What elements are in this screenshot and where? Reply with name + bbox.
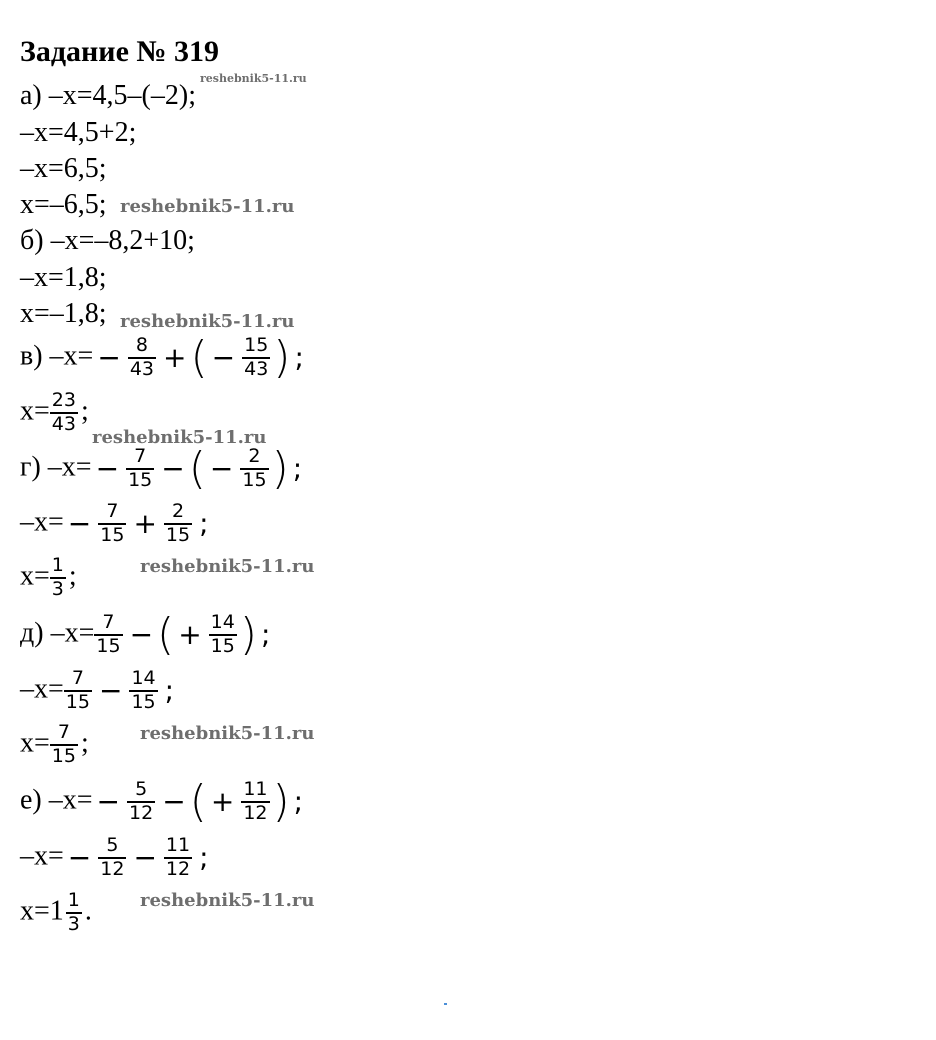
- minus-sign: −: [95, 452, 120, 486]
- left-paren: (: [189, 775, 207, 827]
- semicolon: ;: [68, 560, 77, 592]
- fraction-numerator: 1: [67, 889, 80, 911]
- fraction-numerator: 7: [134, 445, 147, 467]
- fraction-numerator: 15: [244, 334, 269, 356]
- minus-sign: −: [98, 674, 123, 708]
- watermark: reshebnik5-11.ru: [140, 723, 315, 744]
- fraction-numerator: 8: [135, 334, 148, 356]
- fraction-numerator: 14: [131, 667, 156, 689]
- plus-sign: +: [163, 341, 187, 375]
- line-prefix: x=: [20, 727, 50, 759]
- fraction-denominator: 43: [129, 357, 154, 380]
- plus-sign: +: [210, 785, 235, 819]
- fraction-denominator: 43: [244, 357, 269, 380]
- line-prefix: в) –x=: [20, 340, 94, 372]
- fraction: [126, 446, 154, 492]
- line-prefix: –x=: [20, 673, 64, 705]
- minus-sign: −: [161, 452, 185, 486]
- fraction: [50, 390, 78, 436]
- solution-line: –x=1,8;: [20, 262, 107, 293]
- minus-sign: −: [97, 341, 121, 375]
- fraction-denominator: 12: [243, 801, 268, 824]
- fraction-numerator: 11: [165, 834, 191, 856]
- fraction-numerator: 2: [248, 445, 261, 467]
- fraction: [128, 335, 156, 381]
- solution-line: x=–1,8;: [20, 298, 107, 329]
- line-prefix: –x=: [20, 840, 64, 872]
- watermark: reshebnik5-11.ru: [140, 890, 315, 911]
- fraction: [64, 668, 92, 714]
- line-prefix: г) –x=: [20, 451, 92, 483]
- solution-line: [20, 835, 213, 881]
- line-prefix: е) –x=: [20, 784, 93, 816]
- minus-sign: −: [96, 785, 121, 819]
- fraction-numerator: 7: [57, 721, 70, 743]
- watermark: reshebnik5-11.ru: [200, 72, 307, 85]
- task-title: Задание № 319: [20, 35, 220, 68]
- solution-line: [20, 775, 307, 827]
- fraction-denominator: 15: [128, 468, 153, 491]
- solution-line: x=–6,5;: [20, 189, 107, 220]
- fraction-denominator: 15: [96, 634, 121, 657]
- right-paren: ): [272, 775, 290, 827]
- line-prefix: x=1: [20, 895, 64, 927]
- plus-sign: +: [178, 618, 202, 652]
- fraction-denominator: 15: [210, 634, 235, 657]
- minus-sign: −: [162, 785, 186, 819]
- solution-line: [20, 890, 92, 936]
- left-paren: (: [157, 608, 175, 660]
- solution-line: [20, 668, 178, 714]
- right-paren: ): [271, 442, 289, 494]
- fraction-numerator: 7: [71, 667, 84, 689]
- fraction-denominator: 15: [100, 523, 125, 546]
- semicolon: ;: [261, 618, 271, 652]
- solution-line: [20, 390, 89, 436]
- left-paren: (: [188, 442, 206, 494]
- minus-sign: −: [129, 618, 154, 652]
- semicolon: ;: [199, 507, 209, 541]
- fraction-denominator: 12: [100, 857, 125, 880]
- semicolon: ;: [199, 841, 209, 875]
- semicolon: ;: [292, 452, 303, 486]
- left-paren: (: [190, 331, 208, 383]
- fraction-denominator: 15: [242, 468, 267, 491]
- fraction: [127, 779, 155, 825]
- semicolon: ;: [293, 785, 304, 819]
- fraction-numerator: 23: [51, 389, 76, 411]
- right-paren: ): [273, 331, 291, 383]
- fraction: [66, 890, 82, 936]
- watermark: reshebnik5-11.ru: [120, 311, 295, 332]
- fraction-numerator: 5: [135, 778, 148, 800]
- fraction-numerator: 7: [106, 500, 119, 522]
- fraction: [164, 835, 192, 881]
- solution-line: [20, 555, 77, 601]
- fraction-denominator: 15: [51, 744, 76, 767]
- solution-line: б) –x=–8,2+10;: [20, 225, 195, 256]
- fraction: [209, 612, 237, 658]
- fraction: [129, 668, 157, 714]
- fraction-denominator: 15: [131, 690, 156, 713]
- fraction-numerator: 14: [210, 611, 235, 633]
- plus-sign: +: [133, 507, 157, 541]
- line-prefix: x=: [20, 560, 50, 592]
- fraction: [242, 335, 270, 381]
- solution-line: а) –x=4,5–(–2);: [20, 80, 196, 111]
- fraction: [50, 555, 66, 601]
- fraction-numerator: 7: [102, 611, 115, 633]
- watermark: reshebnik5-11.ru: [120, 196, 295, 217]
- period: .: [84, 895, 92, 927]
- watermark: reshebnik5-11.ru: [140, 556, 315, 577]
- solution-line: [20, 331, 308, 383]
- minus-sign: −: [133, 841, 157, 875]
- fraction: [98, 501, 126, 547]
- fraction: [164, 501, 192, 547]
- blue-dot: [444, 1003, 447, 1005]
- fraction: [50, 722, 78, 768]
- fraction-denominator: 15: [65, 690, 90, 713]
- fraction-numerator: 2: [171, 500, 185, 522]
- solution-line: [20, 722, 89, 768]
- watermark: reshebnik5-11.ru: [92, 427, 267, 448]
- solution-line: –x=6,5;: [20, 153, 107, 184]
- fraction: [240, 446, 268, 492]
- fraction: [94, 612, 122, 658]
- solution-line: [20, 442, 306, 494]
- semicolon: ;: [294, 341, 304, 375]
- fraction-numerator: 5: [106, 834, 119, 856]
- right-paren: ): [239, 608, 258, 660]
- minus-sign: −: [211, 341, 236, 375]
- fraction-denominator: 3: [51, 577, 64, 600]
- fraction: [98, 835, 126, 881]
- minus-sign: −: [209, 452, 234, 486]
- line-prefix: –x=: [20, 506, 64, 538]
- fraction-denominator: 3: [67, 912, 80, 935]
- line-prefix: д) –x=: [20, 617, 95, 649]
- fraction-denominator: 15: [165, 523, 191, 546]
- semicolon: ;: [80, 395, 89, 427]
- semicolon: ;: [80, 727, 89, 759]
- minus-sign: −: [67, 841, 92, 875]
- line-prefix: x=: [20, 395, 50, 427]
- fraction-numerator: 1: [51, 554, 64, 576]
- fraction: [241, 779, 269, 825]
- fraction-numerator: 11: [243, 778, 268, 800]
- solution-line: –x=4,5+2;: [20, 117, 137, 148]
- fraction-denominator: 12: [129, 801, 154, 824]
- solution-line: [20, 501, 213, 547]
- semicolon: ;: [164, 674, 175, 708]
- solution-line: [20, 608, 274, 660]
- minus-sign: −: [67, 507, 92, 541]
- fraction-denominator: 12: [165, 857, 191, 880]
- fraction-denominator: 43: [51, 412, 76, 435]
